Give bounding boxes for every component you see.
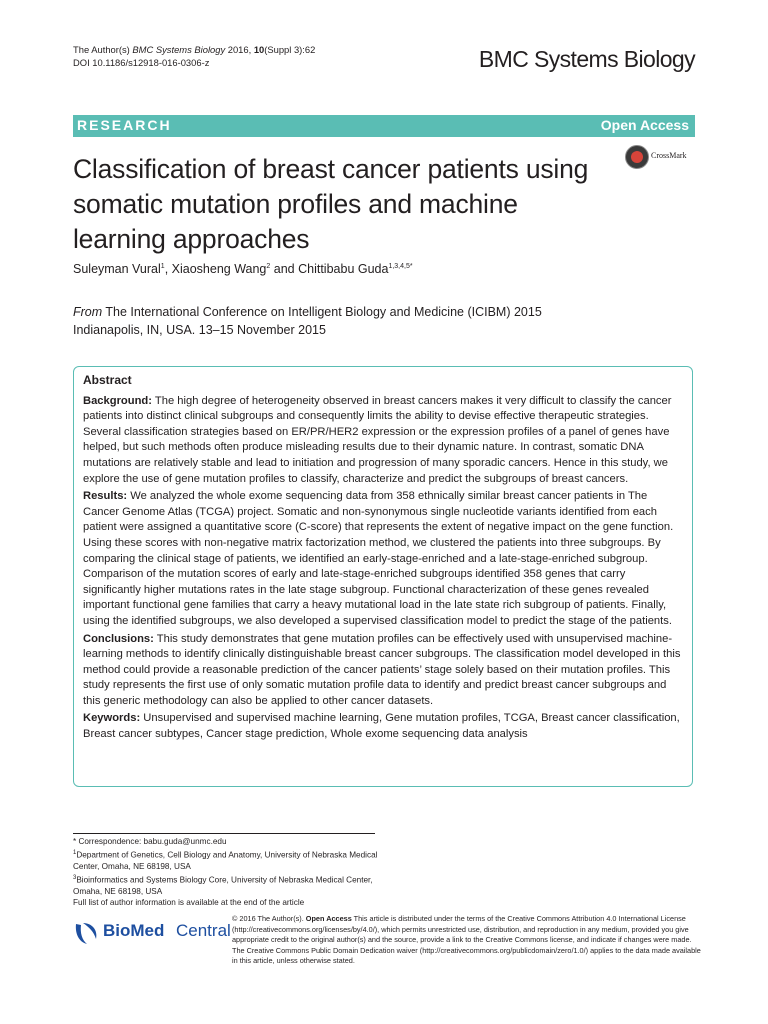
author-separator: ,: [164, 262, 172, 276]
section-text: We analyzed the whole exome sequencing data from 358 ethnically similar breast cancer patients in The Cancer Genome Atlas (TCGA) project. Somatic and non-synonymous single nucleotide variants identified from each patient were assigned a quantitative score (C-score) that represents the extent of negative impact on the gene function. Using these scores with non-negative matrix factorization method, we clustered the patients into three subgroups. By comparing the clinical stage of patients, we identified an early-stage-enriched and a late-stage-enriched subgroup. Comparison of the mutation scores of early and late-stage-enriched subgroups identified 358 genes that carry significantly higher mutations rates in the late stage subgroup. Functional characterization of these genes revealed important functional gene families that carry a heavy mutational load in the late state rich subgroup of patients. Finally, using the identified subgroups, we also developed a supervised classification model to predict the stage of the patients.: [83, 490, 674, 627]
section-label: Conclusions:: [83, 632, 154, 645]
citation-journal: BMC Systems Biology: [132, 44, 226, 55]
footnotes: [73, 836, 383, 909]
abstract-results: [83, 489, 685, 629]
author-affiliation: 1,3,4,5*: [388, 262, 413, 270]
logo-text-biomed: BioMed: [103, 921, 165, 940]
from-label: From: [73, 305, 103, 319]
citation-year: 2016,: [225, 44, 254, 55]
conference-line: [73, 303, 633, 321]
author-name[interactable]: Suleyman Vural: [73, 262, 161, 276]
section-text: This study demonstrates that gene mutation profiles can be effectively used with unsupervised machine-learning methods to identify clinically distinguishable breast cancer subgroups. The classification model developed in this method could provide a reasonable prediction of the cancer patients’ stage solely based on their mutation profiles. This study represents the first use of only somatic mutation profile data to identify and predict breast cancer subgroups and this generic methodology can also be applied to other cancer datasets.: [83, 632, 681, 707]
section-label: Keywords:: [83, 712, 141, 725]
author-affiliation: 2: [266, 262, 271, 270]
journal-name: BMC Systems Biology: [478, 46, 695, 72]
crossmark-icon: [625, 145, 649, 169]
author-affiliation: 1: [160, 262, 165, 270]
article-title: Classification of breast cancer patients using somatic mutation profiles and machine learning approaches: [73, 154, 589, 254]
license-text: This article is distributed under the terms of the Creative Commons Attribution 4.0 International License (http://creativecommons.org/licenses/by/4.0/), which permits unrestricted use, distribution, and reproduction in any medium, provided you give appropriate credit to the original author(s) and the source, provide a link to the Creative Commons license, and indicate if changes were made. The Creative Commons Public Domain Dedication waiver (http://creativecommons.org/publicdomain/zero/1.0/) applies to the data made available in this article, unless otherwise stated.: [232, 914, 701, 966]
section-label: Background:: [83, 394, 152, 407]
author-name[interactable]: Xiaosheng Wang: [171, 262, 267, 276]
citation-suffix: (Suppl 3):62: [264, 44, 316, 55]
section-bar: [73, 115, 695, 137]
conference-source: [73, 303, 633, 339]
abstract-background: [83, 394, 685, 488]
logo-text-central: Central: [176, 921, 231, 940]
doi[interactable]: DOI 10.1186/s12918-016-0306-z: [73, 57, 210, 68]
author-list: [73, 262, 413, 276]
crossmark-label: CrossMark: [651, 151, 687, 160]
abstract-heading: Abstract: [83, 373, 132, 387]
author-separator: and: [270, 262, 299, 276]
section-label: Results:: [83, 490, 128, 503]
conference-name: The International Conference on Intelligent Biology and Medicine (ICIBM) 2015: [102, 305, 542, 319]
affiliation-text: Bioinformatics and Systems Biology Core, University of Nebraska Medical Center, Omaha, NE 68198, USA: [73, 875, 373, 896]
affiliation-text: Department of Genetics, Cell Biology and Anatomy, University of Nebraska Medical Center, Omaha, NE 68198, USA: [73, 850, 378, 871]
abstract-content: [83, 373, 685, 745]
abstract-box: [73, 366, 693, 787]
crossmark-badge[interactable]: [625, 145, 697, 173]
author-info-note: Full list of author information is available at the end of the article: [73, 898, 305, 908]
affiliation-3: [73, 873, 383, 898]
citation-prefix: The Author(s): [73, 44, 133, 55]
copyright: © 2016 The Author(s).: [232, 914, 306, 923]
section-text: The high degree of heterogeneity observed in breast cancers makes it very difficult to classify the cancer patients into distinct clinical subgroups and consequently limits the ability to devise effective therapeutic strategies. Several classification strategies based on ER/PR/HER2 expression or the expression profiles of a panel of genes have helped, but such methods often produce misleading results due to their dynamic nature. In contrast, somatic DNA mutations are relatively stable and lead to initiation and progression of many sporadic cancers. Hence in this study, we explore the use of gene mutation profiles to classify, characterize and predict the subgroups of breast cancers.: [83, 394, 672, 485]
section-text: Unsupervised and supervised machine learning, Gene mutation profiles, TCGA, Breast cancer classification, Breast cancer subtypes, Cancer stage prediction, Whole exome sequencing data analysis: [83, 712, 680, 741]
license-statement: [232, 914, 702, 967]
citation-volume: 10: [253, 44, 265, 55]
affiliation-number: 3: [73, 874, 77, 881]
abstract-conclusions: [83, 632, 685, 710]
article-type-label: RESEARCH: [77, 117, 172, 133]
author-name[interactable]: Chittibabu Guda: [298, 262, 389, 276]
open-access-bold: Open Access: [305, 914, 352, 923]
abstract-keywords: [83, 711, 685, 742]
citation-line: [73, 43, 315, 56]
correspondence[interactable]: * Correspondence: babu.guda@unmc.edu: [73, 837, 227, 846]
affiliation-1: [73, 848, 383, 873]
biomed-central-icon: [73, 920, 99, 946]
biomed-central-logo[interactable]: [73, 920, 231, 946]
citation-header: [73, 43, 315, 69]
affiliation-number: 1: [73, 849, 77, 856]
footnote-divider: [73, 833, 375, 834]
conference-location: Indianapolis, IN, USA. 13–15 November 2015: [73, 323, 326, 337]
open-access-label: Open Access: [600, 117, 689, 133]
